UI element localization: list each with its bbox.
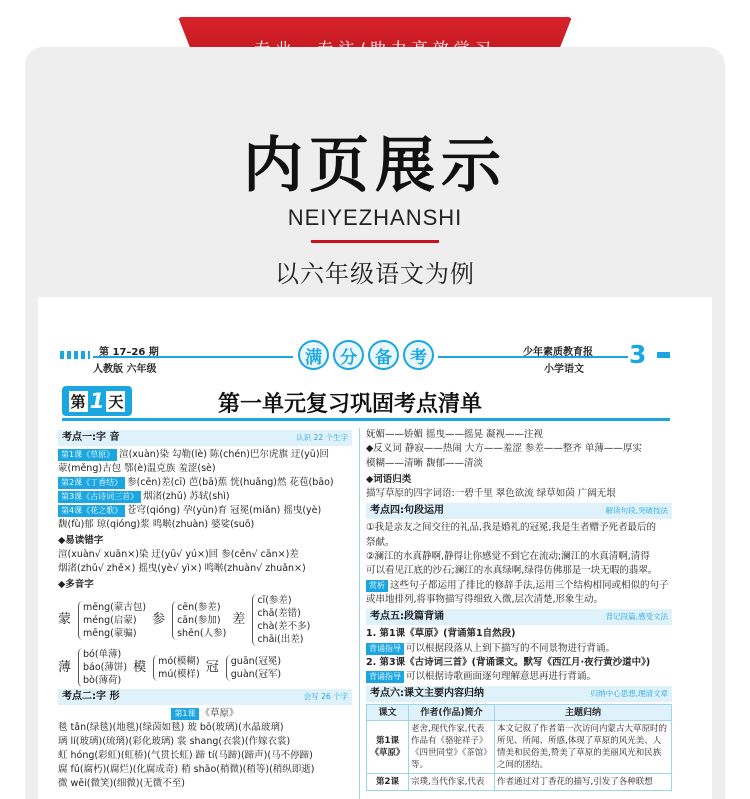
lesson-line bbox=[58, 448, 352, 462]
vocab-line: 毯 tǎn(绿毯)(地毯)(绿茵如毯) 玻 bō(玻璃)(水晶玻璃) bbox=[58, 722, 284, 733]
word-line: 妩媚——娇媚 摇曳——摇晃 凝视——注视 bbox=[366, 429, 544, 440]
table-cell: 本文记叙了作者第一次访问内蒙古大草原时的所见、所闻、所感,体现了草原的风光美、人情美和民俗美,赞美了草原的美丽风光和民族之间的团结。 bbox=[495, 721, 672, 774]
table-cell: 第2课 bbox=[367, 774, 409, 791]
vocab-line: 虹 hóng(彩虹)(虹桥)(气贯长虹) 蹄 tí(马蹄)(蹄声)(马不停蹄) bbox=[58, 750, 313, 761]
sentence-line: 祭献。 bbox=[366, 536, 395, 548]
reading: cēn(参差) bbox=[177, 601, 221, 613]
section-title-rule bbox=[62, 418, 670, 421]
reading: báo(薄饼) bbox=[83, 662, 128, 673]
point-heading bbox=[58, 689, 352, 705]
reading: mēng(蒙骗) bbox=[83, 627, 137, 639]
polyphone-readings bbox=[252, 594, 310, 646]
masthead-char: 分 bbox=[333, 340, 364, 370]
word-line: ◆反义词 静寂——热闹 大方——羞涩 参差——整齐 单薄——厚实 bbox=[366, 443, 642, 455]
lesson-text: 渲(xuàn)染 勾勒(lè) 陈(chén)巴尔虎旗 迂(yū)回 bbox=[119, 449, 330, 460]
right-column bbox=[366, 428, 672, 799]
recite-guide bbox=[366, 670, 672, 684]
day-number: 1 bbox=[89, 389, 105, 413]
reading-line: 烟渚(zhǔ√ zhě×) 摇曳(yè√ yì×) 鸣啭(zhuàn√ zhuǎn×) bbox=[58, 563, 306, 574]
table-cell: 作者通过对丁香花的描写,引发了各种联想 bbox=[495, 774, 672, 791]
analysis-note bbox=[366, 579, 672, 608]
left-column bbox=[58, 428, 352, 799]
lesson-line bbox=[58, 504, 352, 518]
reading-line: 渲(xuàn√ xuān×)染 迂(yū√ yú×)回 参(cēn√ cān×)差 bbox=[58, 549, 299, 560]
polyphone-char: 薄 bbox=[58, 659, 72, 675]
table-cell: 宗璞,当代作家,代表 bbox=[409, 774, 495, 791]
day-badge bbox=[62, 386, 132, 416]
polyphone-readings bbox=[226, 655, 281, 681]
page-number: 3 bbox=[629, 340, 647, 369]
column-divider bbox=[359, 428, 360, 799]
section-title: 第一单元复习巩固考点清单 bbox=[218, 392, 483, 417]
polyphone-readings bbox=[153, 655, 200, 681]
point-heading-text: 考点五:段篇背诵 bbox=[370, 611, 444, 623]
point-heading-text: 考点一:字 音 bbox=[62, 432, 120, 443]
table-header-row bbox=[367, 705, 672, 721]
lesson-tag: 第2课《丁香结》 bbox=[58, 477, 125, 489]
sentence-line: ②澜江的水真静啊,静得让你感觉不到它在流动;澜江的水真清啊,清得 bbox=[366, 551, 650, 563]
table-cell: 第1课 《草原》 bbox=[367, 721, 409, 774]
masthead-char: 备 bbox=[368, 340, 399, 370]
polyphone-readings bbox=[78, 648, 127, 687]
lesson-text: 苍穹(qióng) 孕(yùn)育 冠冕(miǎn) 摇曳(yè) bbox=[127, 505, 322, 516]
lesson-tag: 第1课《草原》 bbox=[58, 449, 117, 461]
table-cell: 老舍,现代作家,代表作品有《骆驼祥子》《四世同堂》《茶馆》等。 bbox=[409, 721, 495, 774]
recite-tag: 背诵指导 bbox=[366, 671, 404, 683]
table-header: 课文 bbox=[367, 705, 409, 721]
issue-number: 第 17–26 期 bbox=[99, 347, 159, 358]
recite-guide bbox=[366, 642, 672, 656]
lesson-line bbox=[58, 462, 352, 476]
point-heading-text: 考点六:课文主要内容归纳 bbox=[370, 688, 484, 700]
paper-name: 少年素质教育报 bbox=[523, 347, 593, 358]
recite-guide-text: 可以根据诗歌画面逐句理解意思再进行背诵。 bbox=[406, 671, 597, 683]
subsection-heading: ◆多音字 bbox=[58, 579, 94, 590]
subsection-heading: ◆易读错字 bbox=[58, 535, 104, 546]
analysis-text: 这些句子都运用了排比的修辞手法,运用三个结构相同或相似的句子或串地排列,将事物描写得细致入微,层次清楚,形象生动。 bbox=[366, 579, 669, 605]
reading: bò(薄荷) bbox=[83, 675, 122, 686]
reading: mú(模样) bbox=[158, 668, 200, 680]
point-heading bbox=[366, 609, 672, 625]
header-stripe-right bbox=[657, 352, 670, 358]
lesson-tag: 第1课 bbox=[171, 708, 198, 720]
point-heading-tip: 归纳中心思想,理清文章 bbox=[590, 689, 668, 699]
masthead bbox=[296, 340, 436, 370]
table-header: 作者(作品)简介 bbox=[409, 705, 495, 721]
vocab-line: 璃 lí(玻璃)(琉璃)(彩化玻璃) 裳 shang(衣裳)(作嫁衣裳) bbox=[58, 736, 291, 747]
subsection-heading: ◆词语归类 bbox=[366, 473, 412, 485]
subject-label: 小学语文 bbox=[544, 364, 584, 375]
day-prefix: 第 bbox=[70, 392, 86, 411]
header-stripes bbox=[60, 351, 90, 359]
reading: mēng(蒙古包) bbox=[83, 601, 147, 613]
reading: mó(模糊) bbox=[158, 655, 200, 667]
polyphone-char: 模 bbox=[133, 659, 147, 675]
reading: bó(单薄) bbox=[83, 649, 122, 660]
day-suffix: 天 bbox=[108, 392, 124, 411]
recite-item: 1. 第1课《草原》(背诵第1自然段) bbox=[366, 628, 516, 640]
lesson-heading-title: 《草原》 bbox=[200, 708, 239, 719]
lesson-text: 参(cēn)差(cī) 芭(bā)蕉 恍(huǎng)然 花苞(bāo) bbox=[127, 477, 334, 488]
lesson-text: 馥(fù)郁 琼(qióng)浆 鸣啭(zhuàn) 婆娑(suō) bbox=[58, 519, 255, 530]
word-line: 模糊——清晰 馥郁——清淡 bbox=[366, 457, 484, 469]
recite-tag: 背诵指导 bbox=[366, 643, 404, 655]
sentence-line: 可以看见江底的沙石;澜江的水真绿啊,绿得仿佛那是一块无暇的翡翠。 bbox=[366, 565, 658, 577]
edition-label: 人教版 六年级 bbox=[93, 364, 157, 375]
analysis-tag: 赏析 bbox=[366, 580, 388, 592]
summary-table bbox=[366, 704, 672, 791]
table-row bbox=[367, 721, 672, 774]
lesson-tag: 第3课《古诗词三首》 bbox=[58, 491, 141, 503]
lesson-tag: 第4课《花之歌》 bbox=[58, 505, 125, 517]
lesson-text: 烟渚(zhǔ) 苏轼(shì) bbox=[143, 491, 230, 502]
point-heading bbox=[366, 503, 672, 519]
page-subtitle: NEIYEZHANSHI bbox=[287, 205, 463, 230]
polyphone-char: 冠 bbox=[205, 659, 219, 675]
title-divider bbox=[311, 240, 439, 243]
vocab-line: 微 wēi(微笑)(细微)(无微不至) bbox=[58, 778, 186, 789]
point-heading bbox=[366, 686, 672, 702]
reading: chā(差错) bbox=[257, 608, 301, 619]
recite-item: 2. 第3课《古诗词三首》(背诵课文。默写《西江月·夜行黄沙道中》) bbox=[366, 656, 651, 668]
table-row bbox=[367, 774, 672, 791]
vocab-line: 腐 fǔ(腐朽)(腐烂)(化腐成奇) 稍 shāo(稍微)(稍等)(稍纵即逝) bbox=[58, 764, 315, 775]
reading: cān(参加) bbox=[177, 614, 221, 626]
point-heading-tip: 解读句段,突破技法 bbox=[605, 506, 668, 516]
table-header: 主题归纳 bbox=[495, 705, 672, 721]
sentence-line: ①我是亲友之间交往的礼品,我是婚礼的冠冕,我是生者赠予死者最后的 bbox=[366, 522, 657, 534]
polyphone-readings bbox=[172, 601, 226, 640]
masthead-char: 满 bbox=[298, 340, 329, 370]
page-title: 内页展示 bbox=[243, 131, 507, 201]
reading: chāi(出差) bbox=[257, 634, 304, 645]
point-heading-text: 考点四:句段运用 bbox=[370, 505, 444, 517]
polyphone-row bbox=[58, 594, 352, 646]
polyphone-row bbox=[58, 648, 352, 687]
point-heading-tip: 背记段篇,感受文法 bbox=[605, 612, 668, 622]
lesson-heading bbox=[58, 707, 352, 721]
polyphone-char: 参 bbox=[152, 612, 166, 627]
polyphone-readings bbox=[78, 601, 146, 640]
masthead-char: 考 bbox=[403, 340, 434, 370]
recite-guide-text: 可以根据段落从上到下描写的不同景物进行背诵。 bbox=[406, 642, 616, 654]
reading: méng(启蒙) bbox=[83, 614, 137, 626]
polyphone-char: 差 bbox=[232, 612, 246, 627]
reading: guān(冠冕) bbox=[230, 655, 282, 667]
page-caption: 以六年级语文为例 bbox=[275, 260, 475, 288]
reading: shēn(人参) bbox=[177, 627, 227, 639]
polyphone-char: 蒙 bbox=[58, 612, 72, 627]
reading: guàn(冠军) bbox=[230, 668, 282, 680]
lesson-line bbox=[58, 518, 352, 532]
word-line: 描写草原的四字词语:一碧千里 翠色欲流 绿草如茵 广阔无垠 bbox=[366, 488, 616, 500]
lesson-line bbox=[58, 476, 352, 490]
lesson-line bbox=[58, 490, 352, 504]
lesson-text: 蒙(měng)古包 鄂(è)温克族 羞涩(sè) bbox=[58, 463, 216, 474]
reading: cī(参差) bbox=[257, 595, 292, 606]
point-heading-tip: 认识 22 个生字 bbox=[296, 433, 348, 442]
point-heading bbox=[58, 430, 352, 446]
point-heading-text: 考点二:字 形 bbox=[62, 691, 120, 702]
reading: chà(差不多) bbox=[257, 621, 311, 632]
point-heading-tip: 会写 26 个字 bbox=[303, 692, 348, 701]
